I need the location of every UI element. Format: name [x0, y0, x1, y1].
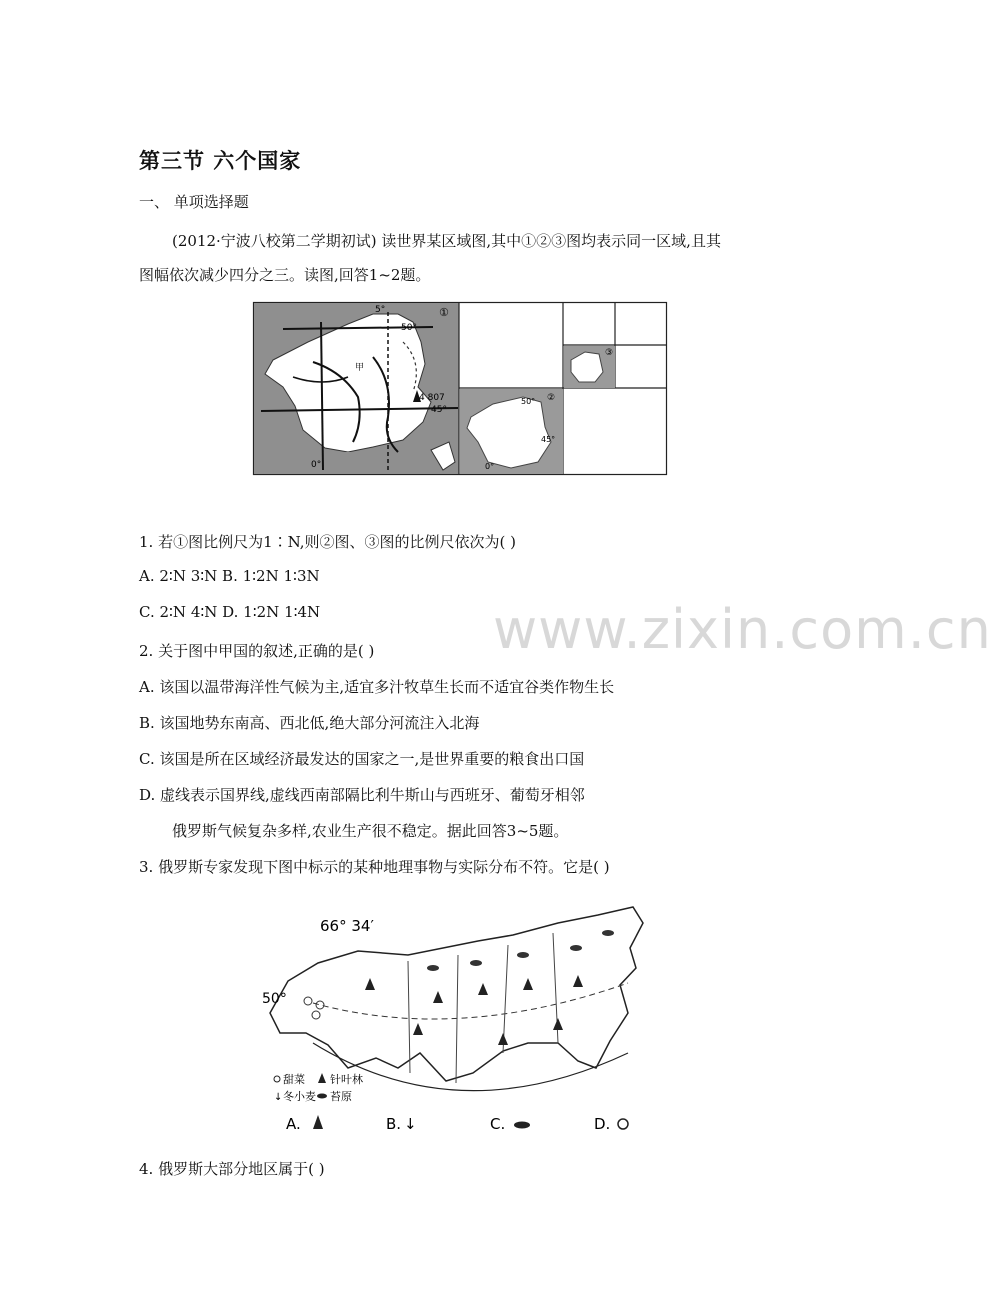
q1-options-ab: A. 2∶N 3∶N B. 1∶2N 1∶3N [139, 567, 320, 585]
intro-line-1: (2012·宁波八校第二学期初试) 读世界某区域图,其中①②③图均表示同一区域,且其 [172, 232, 721, 250]
svg-text:0°: 0° [485, 462, 495, 471]
circle-label-2: ② [547, 393, 556, 403]
france-map-figure [253, 302, 667, 475]
q2-option-d: D. 虚线表示国界线,虚线西南部隔比利牛斯山与西班牙、葡萄牙相邻 [139, 786, 585, 804]
svg-text:45°: 45° [541, 435, 556, 444]
option-d-label: D. [594, 1115, 611, 1133]
question-4: 4. 俄罗斯大部分地区属于( ) [139, 1160, 325, 1178]
watermark: www.zixin.com.cn [493, 598, 992, 661]
page-title: 第三节 六个国家 [139, 149, 302, 173]
svg-text:50°: 50° [521, 397, 536, 406]
svg-text:50°: 50° [401, 323, 417, 333]
circle-label-1: ① [439, 306, 449, 319]
svg-text:45°: 45° [431, 405, 447, 415]
q1-options-cd: C. 2∶N 4∶N D. 1∶2N 1∶4N [139, 603, 321, 621]
svg-text:↓: ↓ [274, 1092, 283, 1103]
option-b-label: B. [386, 1115, 402, 1133]
svg-text:甜菜: 甜菜 [283, 1073, 305, 1086]
svg-text:苔原: 苔原 [330, 1090, 352, 1103]
latitude-66-label: 66° 34′ [320, 917, 374, 935]
option-a-label: A. [286, 1115, 301, 1133]
svg-text:甲: 甲 [355, 363, 365, 373]
svg-text:↓: ↓ [404, 1115, 417, 1133]
q2-option-a: A. 该国以温带海洋性气候为主,适宜多汁牧草生长而不适宜谷类作物生长 [139, 678, 615, 696]
question-1: 1. 若①图比例尺为1∶N,则②图、③图的比例尺依次为( ) [139, 533, 517, 551]
intro-line-2: 图幅依次减少四分之三。读图,回答1~2题。 [139, 266, 431, 284]
section-heading: 一、 单项选择题 [139, 193, 249, 211]
option-c-label: C. [490, 1115, 506, 1133]
svg-text:冬小麦: 冬小麦 [283, 1090, 316, 1103]
map-panel-3 [564, 346, 615, 388]
intro-russia: 俄罗斯气候复杂多样,农业生产很不稳定。据此回答3~5题。 [172, 822, 569, 840]
q2-option-c: C. 该国是所在区域经济最发达的国家之一,是世界重要的粮食出口国 [139, 750, 585, 768]
map-panel-2 [460, 389, 563, 474]
latitude-50-label: 50° [262, 991, 287, 1007]
q2-option-b: B. 该国地势东南高、西北低,绝大部分河流注入北海 [139, 714, 480, 732]
question-3: 3. 俄罗斯专家发现下图中标示的某种地理事物与实际分布不符。它是( ) [139, 858, 610, 876]
russia-map-figure [258, 893, 656, 1141]
map-panel-1 [254, 303, 459, 474]
svg-text:5°: 5° [375, 305, 386, 315]
svg-text:4 807: 4 807 [419, 393, 445, 403]
question-2: 2. 关于图中甲国的叙述,正确的是( ) [139, 642, 375, 660]
svg-text:针叶林: 针叶林 [330, 1073, 363, 1086]
svg-text:0°: 0° [311, 460, 322, 470]
circle-label-3: ③ [605, 348, 614, 358]
